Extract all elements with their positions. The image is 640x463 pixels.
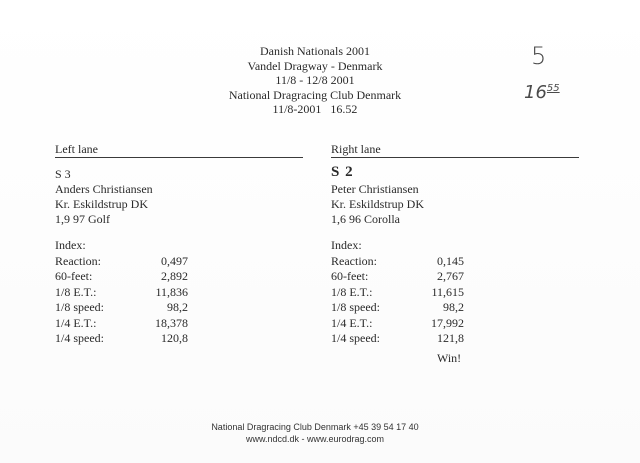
left-driver-name: Anders Christiansen (55, 182, 153, 196)
stat-value: 121,8 (437, 331, 464, 345)
stat-label: 1/4 E.T.: (55, 315, 97, 330)
handwritten-time-sup: 55 (546, 83, 560, 94)
stat-label: 1/8 speed: (55, 300, 104, 314)
right-lane (331, 143, 581, 366)
footer-websites: www.ndcd.dk - www.eurodrag.com (245, 433, 385, 444)
left-stat-reaction (55, 254, 305, 270)
footer-contact: National Dragracing Club Denmark +45 39 54 17 40 (211, 422, 419, 432)
left-car-class: S 3 (55, 167, 71, 181)
right-stat-quarter-speed (331, 331, 581, 347)
left-stat-quarter-speed (55, 331, 305, 347)
left-lane (55, 143, 305, 347)
stat-value: 2,767 (437, 269, 464, 283)
stat-value: 0,145 (437, 253, 464, 268)
stat-label: 1/8 E.T.: (55, 284, 97, 299)
right-lane-title: Right lane (331, 142, 381, 156)
win-indicator: Win! (437, 350, 462, 365)
stat-label: 1/8 speed: (331, 300, 380, 314)
left-index-block (55, 238, 305, 347)
right-lane-divider (331, 157, 579, 158)
right-stat-eighth-et (331, 285, 581, 301)
event-title: Danish Nationals 2001 (260, 44, 370, 58)
stat-value: 18,378 (155, 315, 188, 330)
footer (150, 422, 480, 445)
stat-value: 98,2 (443, 300, 464, 314)
stat-label: Reaction: (331, 253, 377, 268)
event-header (160, 44, 470, 117)
stat-value: 120,8 (161, 331, 188, 345)
right-stat-reaction (331, 254, 581, 270)
handwritten-number: 5 (531, 42, 547, 70)
right-club: Kr. Eskildstrup DK (331, 197, 424, 211)
stat-label: 1/4 E.T.: (331, 315, 373, 330)
stat-value: 98,2 (167, 300, 188, 314)
left-stat-eighth-et (55, 285, 305, 301)
stat-value: 0,497 (161, 253, 188, 268)
right-car: 1,6 96 Corolla (331, 212, 400, 226)
handwritten-time (524, 82, 560, 103)
stat-label: Reaction: (55, 253, 101, 268)
stat-value: 2,892 (161, 269, 188, 283)
stat-value: 11,836 (155, 284, 188, 299)
stat-label: 1/4 speed: (55, 331, 104, 345)
event-organizer: National Dragracing Club Denmark (228, 87, 402, 102)
event-venue: Vandel Dragway - Denmark (247, 58, 383, 73)
run-timestamp: 11/8-2001 16.52 (272, 102, 358, 117)
left-stat-eighth-speed (55, 300, 305, 316)
right-index-label: Index: (331, 238, 362, 252)
left-stat-quarter-et (55, 316, 305, 332)
stat-value: 17,992 (431, 315, 464, 330)
stat-label: 1/8 E.T.: (331, 284, 373, 299)
left-index-label: Index: (55, 238, 86, 252)
left-car: 1,9 97 Golf (55, 212, 110, 226)
handwritten-time-main: 16 (524, 82, 547, 103)
event-dates: 11/8 - 12/8 2001 (275, 73, 355, 88)
left-lane-divider (55, 157, 303, 158)
right-stat-quarter-et (331, 316, 581, 332)
stat-value: 11,615 (431, 284, 464, 299)
stat-label: 60-feet: (331, 269, 369, 283)
right-index-block (331, 238, 581, 347)
left-stat-60-feet (55, 269, 305, 285)
right-driver-name: Peter Christiansen (331, 182, 419, 196)
right-car-class: S 2 (331, 164, 354, 180)
stat-label: 60-feet: (55, 269, 93, 283)
right-stat-eighth-speed (331, 300, 581, 316)
left-club: Kr. Eskildstrup DK (55, 197, 148, 211)
right-stat-60-feet (331, 269, 581, 285)
left-lane-title: Left lane (55, 142, 98, 156)
stat-label: 1/4 speed: (331, 331, 380, 345)
